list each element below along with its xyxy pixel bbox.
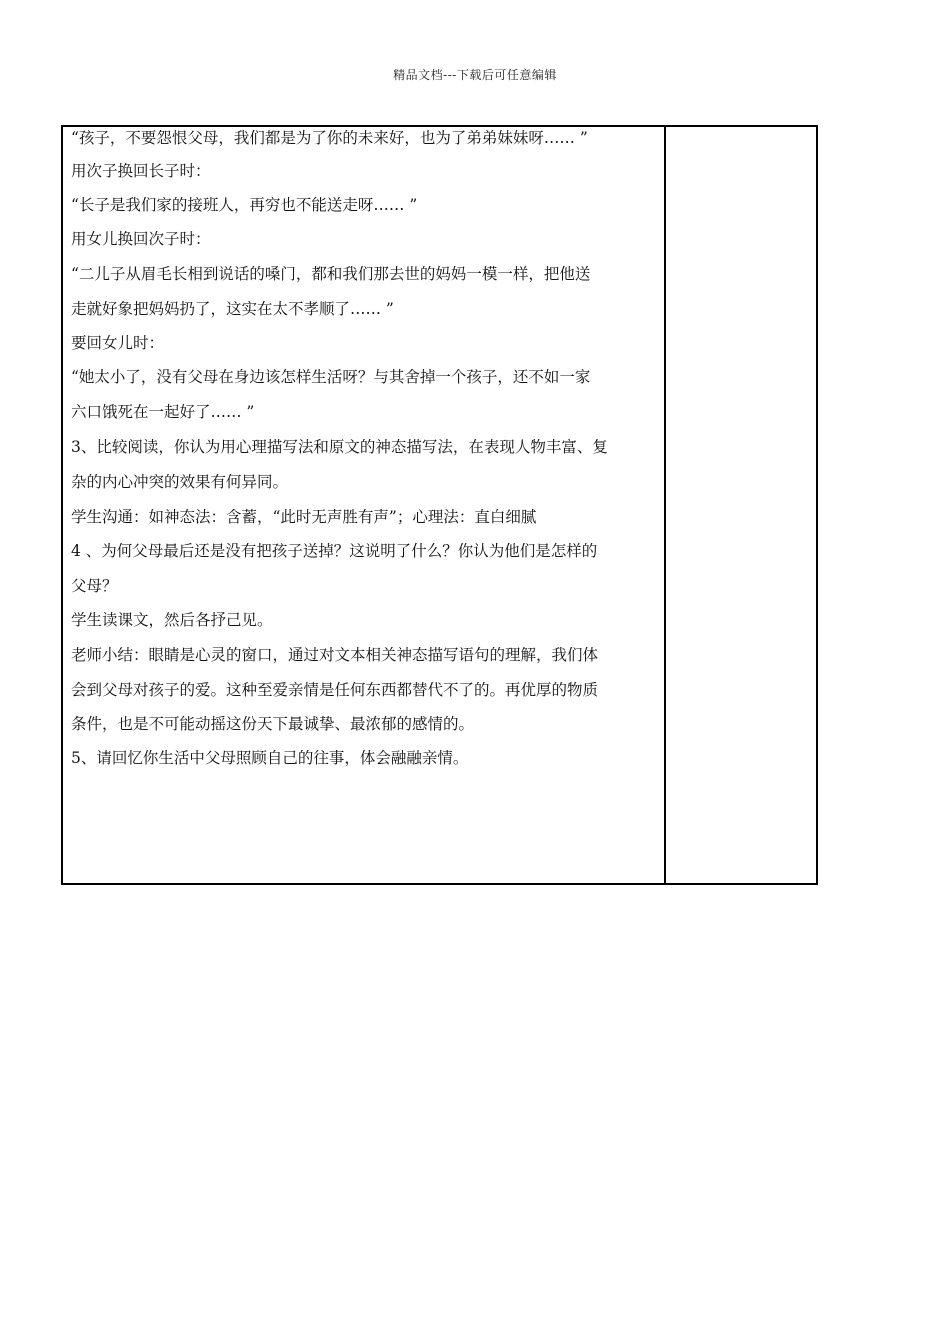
text-line-label-2: 用次子换回长子时： xyxy=(71,162,211,180)
page-header: 精品文档---下载后可任意编辑 xyxy=(393,68,557,82)
text-line-quote-4a: “她太小了，没有父母在身边该怎样生活呀？与其舍掉一个孩子，还不如一家 xyxy=(71,368,591,386)
text-line-task-3b: 杂的内心冲突的效果有何异同。 xyxy=(71,473,289,491)
text-line-task-4a: 4 、为何父母最后还是没有把孩子送掉？这说明了什么？你认为他们是怎样的 xyxy=(71,542,598,560)
text-line-summary-c: 条件，也是不可能动摇这份天下最诚挚、最浓郁的感情的。 xyxy=(71,715,475,733)
text-line-quote-2: “长子是我们家的接班人，再穷也不能送走呀…… ” xyxy=(71,196,418,214)
lesson-content-cell xyxy=(63,127,666,883)
lesson-table xyxy=(61,125,818,885)
text-line-task-3a: 3、比较阅读，你认为用心理描写法和原文的神态描写法，在表现人物丰富、复 xyxy=(71,438,608,456)
text-line-student-exchange: 学生沟通：如神态法：含蓄，“此时无声胜有声”；心理法：直白细腻 xyxy=(71,508,537,526)
text-line-quote-3a: “二儿子从眉毛长相到说话的嗓门，都和我们那去世的妈妈一模一样，把他送 xyxy=(71,265,591,283)
text-line-quote-1: “孩子，不要怨恨父母，我们都是为了你的未来好，也为了弟弟妹妹呀…… ” xyxy=(71,129,588,147)
text-line-summary-a: 老师小结：眼睛是心灵的窗口，通过对文本相关神态描写语句的理解，我们体 xyxy=(71,646,599,664)
text-line-quote-3b: 走就好象把妈妈扔了，这实在太不孝顺了…… ” xyxy=(71,300,394,318)
text-line-task-5: 5、请回忆你生活中父母照顾自己的往事，体会融融亲情。 xyxy=(71,749,469,767)
text-line-label-4: 要回女儿时： xyxy=(71,334,165,352)
text-line-label-3: 用女儿换回次子时： xyxy=(71,230,211,248)
text-line-task-4b: 父母？ xyxy=(71,577,118,595)
notes-cell xyxy=(666,127,816,883)
text-line-summary-b: 会到父母对孩子的爱。这种至爱亲情是任何东西都替代不了的。再优厚的物质 xyxy=(71,681,599,699)
text-line-quote-4b: 六口饿死在一起好了…… ” xyxy=(71,403,255,421)
text-line-student-reading: 学生读课文，然后各抒己见。 xyxy=(71,611,273,629)
